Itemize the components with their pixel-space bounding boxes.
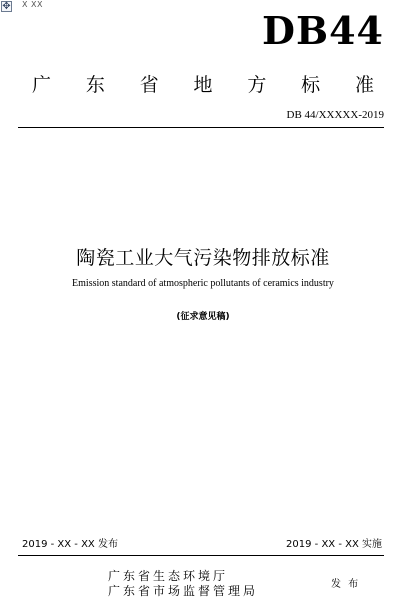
standard-code: DB44 [262,8,384,53]
issuer-line-1: 广东省生态环境厅 [108,569,229,583]
title-english: Emission standard of atmospheric pollutants of ceramics industry [72,278,334,289]
authority-char: 地 [193,74,213,96]
header-divider [18,127,384,128]
top-note: X XX [22,0,43,9]
document-number: DB 44/XXXXX-2019 [286,109,384,121]
authority-char: 方 [247,74,267,96]
implementation-date: 2019 - XX - XX 实施 [286,539,382,550]
draft-note: (征求意见稿) [176,312,230,322]
issue-date: 2019 - XX - XX 发布 [22,539,118,550]
authority-char: 标 [301,74,321,96]
authority-char: 准 [354,74,374,96]
authority-char: 东 [85,74,105,96]
authority-char: 省 [139,74,159,96]
authority-char: 广 [32,74,52,96]
publish-label: 发 布 [331,579,361,590]
footer-divider [18,555,384,556]
authority-title [22,70,384,97]
issuer-line-2: 广东省市场监督管理局 [108,584,259,598]
title-chinese: 陶瓷工业大气污染物排放标准 [76,247,330,269]
move-handle-icon[interactable]: ✥ [2,1,11,12]
